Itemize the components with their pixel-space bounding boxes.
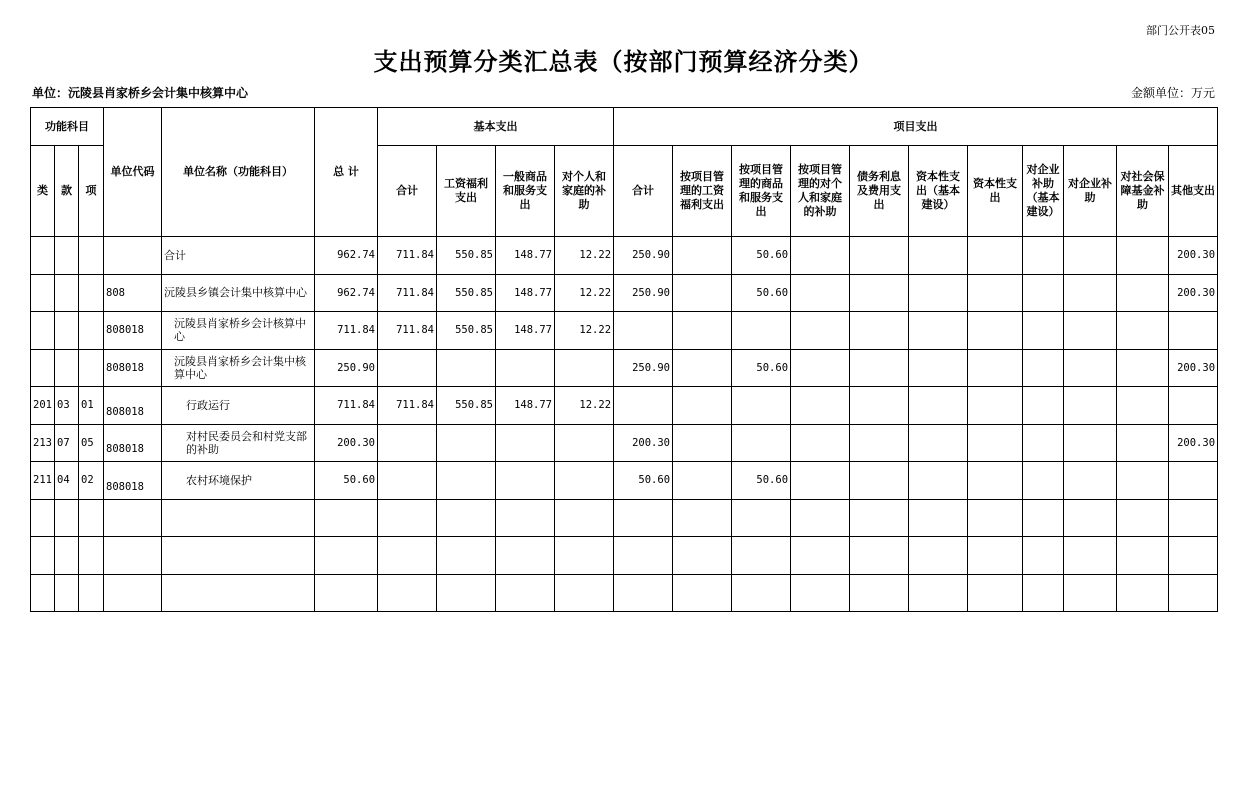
cell-value: [968, 312, 1023, 350]
cell-value: [1023, 349, 1064, 387]
cell-value: [1169, 462, 1218, 500]
cell-value: 148.77: [496, 274, 555, 312]
cell-kuan: [55, 274, 79, 312]
cell-value: 200.30: [1169, 274, 1218, 312]
cell-value: [1023, 574, 1064, 612]
cell-value: [673, 387, 732, 425]
cell-value: [315, 499, 378, 537]
header-project-4: 债务利息及费用支出: [850, 146, 909, 237]
table-row: [31, 462, 1218, 500]
cell-value: [850, 424, 909, 462]
cell-unit-code: 808018: [104, 424, 162, 462]
cell-value: [1169, 387, 1218, 425]
cell-value: [909, 349, 968, 387]
cell-value: [1023, 462, 1064, 500]
cell-value: [1023, 424, 1064, 462]
table-row: [31, 499, 1218, 537]
cell-value: 550.85: [437, 237, 496, 275]
cell-value: 200.30: [1169, 349, 1218, 387]
cell-value: [1023, 274, 1064, 312]
cell-value: 711.84: [378, 312, 437, 350]
cell-value: [791, 424, 850, 462]
cell-value: [909, 499, 968, 537]
cell-value: [968, 574, 1023, 612]
cell-value: [732, 424, 791, 462]
cell-value: [496, 349, 555, 387]
cell-value: [673, 574, 732, 612]
cell-value: 250.90: [614, 274, 673, 312]
cell-value: [496, 574, 555, 612]
cell-value: [968, 274, 1023, 312]
cell-value: [732, 574, 791, 612]
cell-value: [555, 537, 614, 575]
unit-label: 单位：沅陵县肖家桥乡会计集中核算中心: [32, 86, 249, 100]
table-row: [31, 274, 1218, 312]
cell-value: [968, 462, 1023, 500]
cell-unit-name: 对村民委员会和村党支部的补助: [162, 424, 315, 462]
cell-value: 250.90: [315, 349, 378, 387]
cell-value: [437, 462, 496, 500]
cell-value: [850, 387, 909, 425]
cell-value: [909, 274, 968, 312]
table-row: [31, 574, 1218, 612]
cell-value: [1064, 349, 1117, 387]
cell-value: [1064, 387, 1117, 425]
cell-lei: [31, 537, 55, 575]
cell-value: [968, 237, 1023, 275]
header-kuan: 款: [55, 146, 79, 237]
cell-value: [673, 462, 732, 500]
cell-kuan: [55, 499, 79, 537]
cell-unit-name: [162, 499, 315, 537]
cell-kuan: [55, 574, 79, 612]
cell-value: 200.30: [315, 424, 378, 462]
cell-value: 50.60: [732, 237, 791, 275]
cell-value: [791, 387, 850, 425]
header-basic: 基本支出: [378, 108, 614, 146]
cell-value: 711.84: [378, 237, 437, 275]
cell-value: [850, 237, 909, 275]
cell-value: [378, 462, 437, 500]
header-xiang: 项: [79, 146, 104, 237]
cell-value: [850, 574, 909, 612]
cell-value: [378, 499, 437, 537]
cell-value: [437, 537, 496, 575]
cell-value: [850, 499, 909, 537]
cell-value: 550.85: [437, 312, 496, 350]
cell-value: [1023, 537, 1064, 575]
header-project-2: 按项目管理的商品和服务支出: [732, 146, 791, 237]
cell-lei: 201: [31, 387, 55, 425]
cell-value: [496, 499, 555, 537]
cell-value: [968, 537, 1023, 575]
cell-xiang: 02: [79, 462, 104, 500]
cell-value: [791, 499, 850, 537]
cell-value: [673, 349, 732, 387]
cell-value: [437, 349, 496, 387]
cell-value: [673, 312, 732, 350]
cell-value: [1064, 537, 1117, 575]
cell-value: [496, 462, 555, 500]
cell-value: [614, 312, 673, 350]
cell-value: 12.22: [555, 274, 614, 312]
cell-unit-name: [162, 574, 315, 612]
cell-value: 250.90: [614, 237, 673, 275]
cell-value: [1117, 312, 1169, 350]
header-basic-3: 对个人和家庭的补助: [555, 146, 614, 237]
header-gongneng: 功能科目: [31, 108, 104, 146]
cell-kuan: [55, 237, 79, 275]
cell-lei: [31, 349, 55, 387]
header-total: 总 计: [315, 108, 378, 237]
cell-value: [850, 462, 909, 500]
money-unit-label: 金额单位：万元: [1130, 86, 1215, 100]
cell-value: [555, 574, 614, 612]
cell-value: [791, 574, 850, 612]
cell-value: [791, 237, 850, 275]
cell-value: [732, 387, 791, 425]
cell-lei: [31, 499, 55, 537]
cell-value: [555, 424, 614, 462]
cell-value: 148.77: [496, 312, 555, 350]
cell-unit-code: [104, 499, 162, 537]
header-project-9: 对社会保障基金补助: [1117, 146, 1169, 237]
cell-lei: [31, 274, 55, 312]
header-unit-name: 单位名称（功能科目）: [162, 108, 315, 237]
cell-value: [1117, 574, 1169, 612]
cell-value: [1064, 462, 1117, 500]
cell-value: [791, 462, 850, 500]
cell-value: 50.60: [732, 462, 791, 500]
cell-value: [673, 424, 732, 462]
cell-value: [1064, 237, 1117, 275]
cell-value: [378, 537, 437, 575]
cell-unit-name: 沅陵县肖家桥乡会计集中核算中心: [162, 349, 315, 387]
header-project: 项目支出: [614, 108, 1218, 146]
cell-unit-code: [104, 574, 162, 612]
form-id: 部门公开表05: [1146, 24, 1215, 37]
cell-xiang: [79, 349, 104, 387]
cell-value: 12.22: [555, 387, 614, 425]
cell-value: [1023, 387, 1064, 425]
cell-kuan: 07: [55, 424, 79, 462]
cell-value: [850, 312, 909, 350]
cell-unit-name: 沅陵县乡镇会计集中核算中心: [162, 274, 315, 312]
cell-value: [909, 574, 968, 612]
cell-value: [1064, 274, 1117, 312]
cell-value: 148.77: [496, 387, 555, 425]
cell-value: [791, 312, 850, 350]
cell-value: [1117, 499, 1169, 537]
cell-kuan: [55, 537, 79, 575]
header-project-6: 资本性支出: [968, 146, 1023, 237]
cell-value: [732, 499, 791, 537]
cell-value: [732, 312, 791, 350]
cell-kuan: 03: [55, 387, 79, 425]
cell-value: [968, 424, 1023, 462]
cell-value: [909, 424, 968, 462]
budget-table: [30, 107, 1218, 612]
cell-value: [1064, 499, 1117, 537]
cell-value: 711.84: [315, 312, 378, 350]
cell-value: [909, 312, 968, 350]
cell-value: [378, 574, 437, 612]
cell-unit-name: 农村环境保护: [162, 462, 315, 500]
cell-value: [850, 349, 909, 387]
cell-value: 962.74: [315, 237, 378, 275]
cell-value: [1169, 574, 1218, 612]
cell-kuan: 04: [55, 462, 79, 500]
cell-unit-code: 808: [104, 274, 162, 312]
cell-value: 200.30: [1169, 237, 1218, 275]
cell-value: [315, 537, 378, 575]
cell-xiang: [79, 312, 104, 350]
table-row: [31, 312, 1218, 350]
cell-value: [673, 274, 732, 312]
cell-value: [1023, 312, 1064, 350]
cell-unit-name: [162, 537, 315, 575]
cell-value: [850, 537, 909, 575]
cell-xiang: 01: [79, 387, 104, 425]
cell-value: [1023, 499, 1064, 537]
cell-value: 711.84: [315, 387, 378, 425]
cell-value: [1023, 237, 1064, 275]
cell-value: 148.77: [496, 237, 555, 275]
cell-value: [614, 499, 673, 537]
header-project-5: 资本性支出（基本建设）: [909, 146, 968, 237]
cell-unit-code: [104, 237, 162, 275]
header-lei: 类: [31, 146, 55, 237]
cell-unit-name: 沅陵县肖家桥乡会计核算中心: [162, 312, 315, 350]
cell-xiang: [79, 499, 104, 537]
cell-value: [1064, 424, 1117, 462]
cell-unit-code: 808018: [104, 387, 162, 425]
cell-value: [1117, 424, 1169, 462]
cell-value: [1117, 274, 1169, 312]
header-project-0: 合计: [614, 146, 673, 237]
cell-value: 50.60: [732, 274, 791, 312]
cell-value: [732, 537, 791, 575]
cell-value: [1064, 574, 1117, 612]
cell-value: [909, 387, 968, 425]
cell-value: [555, 499, 614, 537]
header-project-3: 按项目管理的对个人和家庭的补助: [791, 146, 850, 237]
cell-value: [496, 424, 555, 462]
cell-value: [496, 537, 555, 575]
cell-value: 50.60: [315, 462, 378, 500]
cell-value: 12.22: [555, 237, 614, 275]
cell-value: [1117, 237, 1169, 275]
cell-value: 711.84: [378, 274, 437, 312]
table-row: [31, 349, 1218, 387]
cell-value: [1169, 537, 1218, 575]
cell-lei: [31, 237, 55, 275]
cell-xiang: [79, 537, 104, 575]
table-row: [31, 387, 1218, 425]
cell-value: [1064, 312, 1117, 350]
cell-unit-name: 行政运行: [162, 387, 315, 425]
page-title: 支出预算分类汇总表（按部门预算经济分类）: [373, 48, 874, 76]
header-project-7: 对企业补助（基本建设）: [1023, 146, 1064, 237]
cell-value: [850, 274, 909, 312]
table-row: [31, 237, 1218, 275]
cell-xiang: 05: [79, 424, 104, 462]
cell-value: [673, 237, 732, 275]
table-row: [31, 537, 1218, 575]
cell-value: [437, 499, 496, 537]
cell-xiang: [79, 274, 104, 312]
cell-value: 200.30: [1169, 424, 1218, 462]
cell-value: [614, 574, 673, 612]
cell-value: [673, 537, 732, 575]
cell-value: [1117, 462, 1169, 500]
cell-value: [909, 237, 968, 275]
cell-value: [1169, 499, 1218, 537]
cell-xiang: [79, 237, 104, 275]
cell-unit-name: 合计: [162, 237, 315, 275]
cell-value: 550.85: [437, 387, 496, 425]
cell-value: 962.74: [315, 274, 378, 312]
header-basic-2: 一般商品和服务支出: [496, 146, 555, 237]
cell-value: 711.84: [378, 387, 437, 425]
cell-value: [378, 349, 437, 387]
header-project-8: 对企业补助: [1064, 146, 1117, 237]
cell-value: [1169, 312, 1218, 350]
cell-value: [968, 387, 1023, 425]
cell-value: [673, 499, 732, 537]
cell-unit-code: 808018: [104, 462, 162, 500]
cell-value: [791, 537, 850, 575]
cell-value: 12.22: [555, 312, 614, 350]
cell-value: [1117, 349, 1169, 387]
header-basic-0: 合计: [378, 146, 437, 237]
cell-value: [378, 424, 437, 462]
cell-value: 550.85: [437, 274, 496, 312]
cell-value: [909, 537, 968, 575]
cell-value: [1117, 537, 1169, 575]
cell-unit-code: 808018: [104, 349, 162, 387]
cell-value: 200.30: [614, 424, 673, 462]
cell-value: [437, 574, 496, 612]
cell-lei: [31, 312, 55, 350]
table-row: [31, 424, 1218, 462]
cell-lei: 211: [31, 462, 55, 500]
cell-value: [1117, 387, 1169, 425]
cell-value: [614, 387, 673, 425]
cell-value: [437, 424, 496, 462]
cell-lei: [31, 574, 55, 612]
cell-value: [315, 574, 378, 612]
cell-value: 250.90: [614, 349, 673, 387]
header-unit-code: 单位代码: [104, 108, 162, 237]
cell-value: [614, 537, 673, 575]
cell-value: [555, 462, 614, 500]
cell-value: [968, 349, 1023, 387]
cell-value: [909, 462, 968, 500]
header-basic-1: 工资福利支出: [437, 146, 496, 237]
cell-value: [791, 349, 850, 387]
cell-kuan: [55, 349, 79, 387]
cell-value: [791, 274, 850, 312]
header-project-1: 按项目管理的工资福利支出: [673, 146, 732, 237]
table-body: [31, 237, 1218, 612]
cell-lei: 213: [31, 424, 55, 462]
cell-unit-code: [104, 537, 162, 575]
cell-unit-code: 808018: [104, 312, 162, 350]
cell-value: 50.60: [732, 349, 791, 387]
cell-xiang: [79, 574, 104, 612]
cell-value: [968, 499, 1023, 537]
cell-value: [555, 349, 614, 387]
cell-kuan: [55, 312, 79, 350]
header-project-10: 其他支出: [1169, 146, 1218, 237]
cell-value: 50.60: [614, 462, 673, 500]
